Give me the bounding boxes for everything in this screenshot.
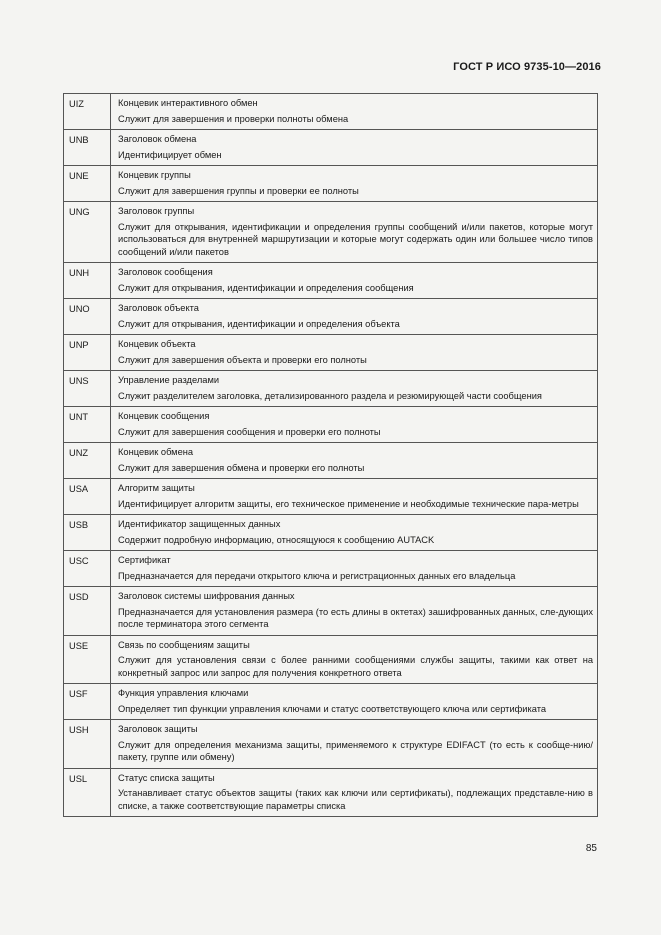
segment-name: Заголовок обмена bbox=[118, 134, 197, 144]
segment-description: Служит для завершения группы и проверки ее полноты bbox=[118, 185, 359, 196]
table-row bbox=[64, 720, 598, 769]
table-row bbox=[64, 94, 598, 130]
segment-name: Заголовок сообщения bbox=[118, 267, 213, 277]
segment-description-cell bbox=[111, 443, 598, 479]
segment-code: USE bbox=[64, 635, 111, 684]
segment-code: UNH bbox=[64, 263, 111, 299]
segment-code: UNP bbox=[64, 335, 111, 371]
table-row bbox=[64, 443, 598, 479]
segment-description-cell bbox=[111, 720, 598, 769]
segment-description-cell bbox=[111, 299, 598, 335]
segment-name: Идентификатор защищенных данных bbox=[118, 519, 281, 529]
segment-name: Концевик сообщения bbox=[118, 411, 210, 421]
segment-table-body bbox=[64, 94, 598, 817]
segment-description: Идентифицирует обмен bbox=[118, 149, 222, 160]
segment-description-cell bbox=[111, 684, 598, 720]
table-row bbox=[64, 635, 598, 684]
segment-description: Служит для определения механизма защиты, применяемого к структуре EDIFACT (то есть к сообще-нию/пакету, группе или обмену) bbox=[118, 739, 593, 762]
segment-description-cell bbox=[111, 587, 598, 636]
segment-description: Служит разделителем заголовка, детализированного раздела и резюмирующей части сообщения bbox=[118, 390, 542, 401]
segment-code: USH bbox=[64, 720, 111, 769]
segment-table bbox=[63, 93, 598, 817]
segment-code: USF bbox=[64, 684, 111, 720]
segment-description: Служит для открывания, идентификации и определения сообщения bbox=[118, 282, 414, 293]
segment-description-cell bbox=[111, 166, 598, 202]
segment-code: UNS bbox=[64, 371, 111, 407]
segment-description: Служит для открывания, идентификации и определения группы сообщений и/или пакетов, которые могут использоваться для внутренней маршрутизации и которые могут содержать один или большее число типов сообщений и/или пакетов bbox=[118, 221, 593, 257]
segment-code: USB bbox=[64, 515, 111, 551]
segment-code: UNO bbox=[64, 299, 111, 335]
segment-description: Служит для открывания, идентификации и определения объекта bbox=[118, 318, 400, 329]
table-row bbox=[64, 684, 598, 720]
segment-name: Концевик интерактивного обмен bbox=[118, 98, 258, 108]
segment-description-cell bbox=[111, 202, 598, 263]
segment-name: Заголовок защиты bbox=[118, 724, 198, 734]
segment-description: Предназначается для установления размера (то есть длины в октетах) зашифрованных данных, сле-дующих после терминатора этого сегмента bbox=[118, 606, 593, 629]
segment-name: Связь по сообщениям защиты bbox=[118, 639, 250, 650]
segment-description-cell bbox=[111, 551, 598, 587]
segment-description-cell bbox=[111, 768, 598, 817]
segment-description: Содержит подробную информацию, относящуюся к сообщению AUTACK bbox=[118, 534, 435, 545]
segment-name: Концевик группы bbox=[118, 170, 191, 180]
segment-name: Сертификат bbox=[118, 555, 171, 565]
table-row bbox=[64, 515, 598, 551]
segment-name: Концевик обмена bbox=[118, 447, 194, 457]
segment-name: Функция управления ключами bbox=[118, 688, 249, 698]
segment-name: Заголовок группы bbox=[118, 206, 195, 216]
segment-description: Служит для завершения обмена и проверки его полноты bbox=[118, 462, 365, 473]
segment-description-cell bbox=[111, 335, 598, 371]
segment-description: Предназначается для передачи открытого ключа и регистрационных данных его владельца bbox=[118, 570, 516, 581]
segment-name: Концевик объекта bbox=[118, 339, 196, 349]
segment-description: Идентифицирует алгоритм защиты, его техническое применение и необходимые технические пара-метры bbox=[118, 498, 579, 509]
table-row bbox=[64, 768, 598, 817]
segment-description-cell bbox=[111, 635, 598, 684]
table-row bbox=[64, 479, 598, 515]
segment-description: Определяет тип функции управления ключами и статус соответствующего ключа или сертификата bbox=[118, 703, 547, 714]
table-row bbox=[64, 130, 598, 166]
table-row bbox=[64, 335, 598, 371]
segment-name: Заголовок объекта bbox=[118, 303, 199, 313]
segment-code: UNG bbox=[64, 202, 111, 263]
table-row bbox=[64, 202, 598, 263]
segment-code: UNZ bbox=[64, 443, 111, 479]
table-row bbox=[64, 551, 598, 587]
segment-code: UNB bbox=[64, 130, 111, 166]
segment-code: UNE bbox=[64, 166, 111, 202]
segment-description-cell bbox=[111, 130, 598, 166]
segment-description: Служит для установления связи с более ранними сообщениями службы защиты, такими как ответ на конкретный запрос или запрос для получения конкретного ответа bbox=[118, 655, 593, 678]
table-row bbox=[64, 407, 598, 443]
segment-description-cell bbox=[111, 515, 598, 551]
table-row bbox=[64, 299, 598, 335]
segment-code: USL bbox=[64, 768, 111, 817]
table-row bbox=[64, 263, 598, 299]
segment-description-cell bbox=[111, 479, 598, 515]
table-row bbox=[64, 587, 598, 636]
segment-name: Алгоритм защиты bbox=[118, 483, 195, 493]
segment-code: USD bbox=[64, 587, 111, 636]
table-row bbox=[64, 166, 598, 202]
segment-code: UNT bbox=[64, 407, 111, 443]
segment-description-cell bbox=[111, 263, 598, 299]
segment-code: UIZ bbox=[64, 94, 111, 130]
document-header: ГОСТ Р ИСО 9735-10—2016 bbox=[453, 61, 601, 73]
segment-description: Устанавливает статус объектов защиты (таких как ключи или сертификаты), подлежащих представле-нию в списке, а также соответствующие параметры списка bbox=[118, 788, 593, 811]
segment-description-cell bbox=[111, 371, 598, 407]
segment-description: Служит для завершения сообщения и проверки его полноты bbox=[118, 426, 381, 437]
page-number: 85 bbox=[585, 843, 597, 854]
segment-description: Служит для завершения объекта и проверки его полноты bbox=[118, 354, 367, 365]
segment-name: Статус списка защиты bbox=[118, 772, 215, 783]
table-row bbox=[64, 371, 598, 407]
segment-code: USC bbox=[64, 551, 111, 587]
segment-code: USA bbox=[64, 479, 111, 515]
segment-name: Заголовок системы шифрования данных bbox=[118, 591, 295, 601]
segment-name: Управление разделами bbox=[118, 375, 220, 385]
segment-description-cell bbox=[111, 407, 598, 443]
segment-description: Служит для завершения и проверки полноты обмена bbox=[118, 113, 349, 124]
segment-description-cell bbox=[111, 94, 598, 130]
